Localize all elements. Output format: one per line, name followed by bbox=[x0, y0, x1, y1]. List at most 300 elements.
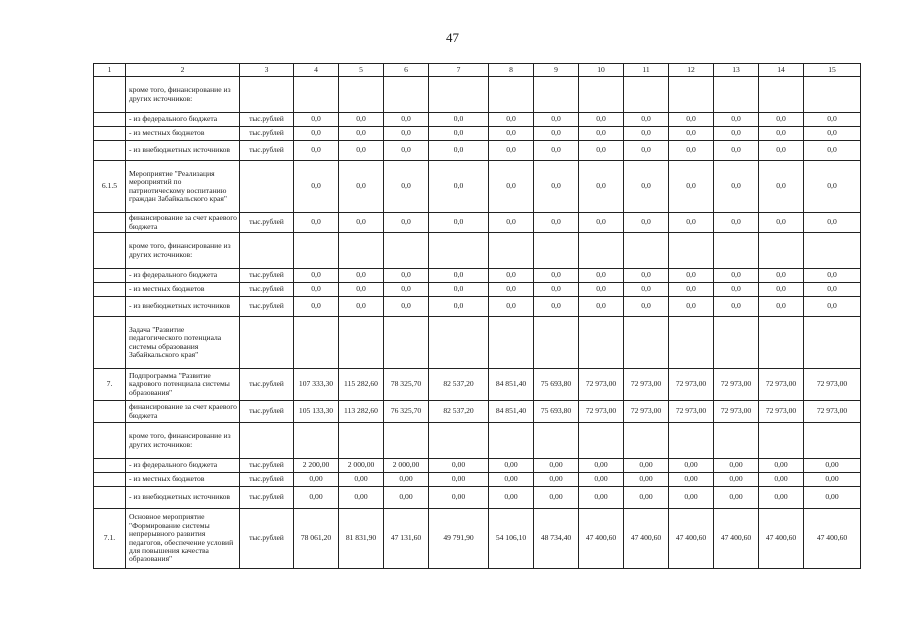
value-cell: 0,0 bbox=[804, 283, 861, 297]
value-cell: 0,0 bbox=[339, 297, 384, 317]
value-cell: 72 973,00 bbox=[579, 401, 624, 423]
row-unit: тыс.рублей bbox=[240, 369, 294, 401]
value-cell: 0,0 bbox=[339, 127, 384, 141]
value-cell: 0,00 bbox=[429, 473, 489, 487]
value-cell bbox=[759, 77, 804, 113]
value-cell: 0,0 bbox=[489, 113, 534, 127]
value-cell: 0,0 bbox=[489, 283, 534, 297]
value-cell: 0,00 bbox=[339, 473, 384, 487]
row-unit: тыс.рублей bbox=[240, 473, 294, 487]
value-cell: 0,0 bbox=[759, 297, 804, 317]
value-cell: 0,0 bbox=[384, 283, 429, 297]
value-cell: 115 282,60 bbox=[339, 369, 384, 401]
value-cell: 0,00 bbox=[804, 473, 861, 487]
row-name: финансирование за счет краевого бюджета bbox=[126, 213, 240, 233]
table-row bbox=[94, 297, 861, 317]
value-cell: 107 333,30 bbox=[294, 369, 339, 401]
value-cell: 0,0 bbox=[669, 297, 714, 317]
value-cell: 0,0 bbox=[294, 269, 339, 283]
value-cell: 0,0 bbox=[294, 297, 339, 317]
row-unit: тыс.рублей bbox=[240, 283, 294, 297]
row-number bbox=[94, 473, 126, 487]
header-row bbox=[94, 64, 861, 77]
table-row bbox=[94, 213, 861, 233]
value-cell bbox=[294, 423, 339, 459]
row-unit bbox=[240, 317, 294, 369]
value-cell bbox=[759, 233, 804, 269]
value-cell: 0,00 bbox=[579, 487, 624, 509]
value-cell bbox=[489, 423, 534, 459]
value-cell bbox=[579, 423, 624, 459]
value-cell: 0,0 bbox=[804, 297, 861, 317]
value-cell: 47 400,60 bbox=[669, 509, 714, 569]
value-cell: 0,0 bbox=[489, 213, 534, 233]
value-cell: 0,0 bbox=[534, 269, 579, 283]
value-cell: 0,0 bbox=[804, 161, 861, 213]
column-header: 7 bbox=[429, 64, 489, 77]
value-cell bbox=[294, 77, 339, 113]
value-cell: 0,00 bbox=[339, 487, 384, 509]
value-cell bbox=[669, 317, 714, 369]
value-cell: 0,0 bbox=[339, 213, 384, 233]
column-header: 11 bbox=[624, 64, 669, 77]
row-number bbox=[94, 113, 126, 127]
row-unit: тыс.рублей bbox=[240, 113, 294, 127]
value-cell: 0,0 bbox=[294, 161, 339, 213]
value-cell bbox=[294, 317, 339, 369]
value-cell: 0,0 bbox=[579, 297, 624, 317]
row-unit: тыс.рублей bbox=[240, 269, 294, 283]
value-cell: 0,0 bbox=[579, 161, 624, 213]
row-unit: тыс.рублей bbox=[240, 459, 294, 473]
column-header: 5 bbox=[339, 64, 384, 77]
value-cell bbox=[624, 423, 669, 459]
column-header: 15 bbox=[804, 64, 861, 77]
row-number bbox=[94, 233, 126, 269]
value-cell: 0,00 bbox=[624, 487, 669, 509]
table-row bbox=[94, 77, 861, 113]
row-name: - из внебюджетных источников bbox=[126, 141, 240, 161]
table-row bbox=[94, 161, 861, 213]
value-cell: 0,00 bbox=[429, 487, 489, 509]
value-cell bbox=[669, 233, 714, 269]
table-row bbox=[94, 127, 861, 141]
value-cell: 2 000,00 bbox=[339, 459, 384, 473]
value-cell bbox=[714, 317, 759, 369]
value-cell bbox=[804, 317, 861, 369]
value-cell: 75 693,80 bbox=[534, 401, 579, 423]
table-row bbox=[94, 369, 861, 401]
value-cell bbox=[759, 423, 804, 459]
value-cell: 0,0 bbox=[534, 127, 579, 141]
value-cell: 0,0 bbox=[339, 141, 384, 161]
value-cell: 0,0 bbox=[339, 161, 384, 213]
value-cell: 0,0 bbox=[339, 269, 384, 283]
value-cell: 0,0 bbox=[294, 213, 339, 233]
value-cell: 0,0 bbox=[489, 297, 534, 317]
value-cell bbox=[624, 317, 669, 369]
value-cell bbox=[534, 77, 579, 113]
row-number bbox=[94, 77, 126, 113]
value-cell bbox=[714, 233, 759, 269]
value-cell: 0,0 bbox=[579, 269, 624, 283]
row-number bbox=[94, 213, 126, 233]
row-name: - из местных бюджетов bbox=[126, 473, 240, 487]
row-number bbox=[94, 401, 126, 423]
value-cell: 0,0 bbox=[804, 269, 861, 283]
value-cell: 0,0 bbox=[534, 213, 579, 233]
value-cell: 0,0 bbox=[669, 161, 714, 213]
row-number bbox=[94, 459, 126, 473]
value-cell: 0,0 bbox=[429, 161, 489, 213]
row-unit bbox=[240, 161, 294, 213]
value-cell: 0,0 bbox=[384, 161, 429, 213]
value-cell: 0,00 bbox=[714, 487, 759, 509]
value-cell: 0,0 bbox=[534, 113, 579, 127]
value-cell bbox=[429, 77, 489, 113]
value-cell: 0,0 bbox=[804, 141, 861, 161]
value-cell: 0,00 bbox=[669, 459, 714, 473]
value-cell: 0,00 bbox=[804, 459, 861, 473]
value-cell bbox=[429, 233, 489, 269]
row-name: - из федерального бюджета bbox=[126, 113, 240, 127]
table-row bbox=[94, 487, 861, 509]
value-cell: 0,00 bbox=[294, 487, 339, 509]
value-cell: 0,00 bbox=[384, 473, 429, 487]
value-cell bbox=[714, 423, 759, 459]
value-cell: 0,0 bbox=[579, 113, 624, 127]
value-cell: 0,0 bbox=[339, 113, 384, 127]
value-cell: 47 400,60 bbox=[624, 509, 669, 569]
row-number: 7.1. bbox=[94, 509, 126, 569]
value-cell: 78 325,70 bbox=[384, 369, 429, 401]
value-cell bbox=[339, 423, 384, 459]
table-row bbox=[94, 233, 861, 269]
value-cell: 0,0 bbox=[714, 269, 759, 283]
value-cell bbox=[384, 423, 429, 459]
value-cell: 0,00 bbox=[759, 459, 804, 473]
column-header: 8 bbox=[489, 64, 534, 77]
value-cell: 0,0 bbox=[489, 161, 534, 213]
table-row bbox=[94, 113, 861, 127]
value-cell: 72 973,00 bbox=[624, 369, 669, 401]
row-unit bbox=[240, 423, 294, 459]
value-cell: 113 282,60 bbox=[339, 401, 384, 423]
value-cell bbox=[579, 233, 624, 269]
value-cell bbox=[294, 233, 339, 269]
value-cell bbox=[339, 77, 384, 113]
value-cell: 0,0 bbox=[489, 141, 534, 161]
value-cell: 2 200,00 bbox=[294, 459, 339, 473]
column-header: 10 bbox=[579, 64, 624, 77]
value-cell bbox=[804, 233, 861, 269]
value-cell bbox=[534, 317, 579, 369]
value-cell bbox=[489, 77, 534, 113]
value-cell: 0,00 bbox=[429, 459, 489, 473]
value-cell bbox=[714, 77, 759, 113]
table-row bbox=[94, 509, 861, 569]
value-cell: 0,0 bbox=[759, 113, 804, 127]
value-cell bbox=[579, 77, 624, 113]
value-cell: 0,00 bbox=[624, 473, 669, 487]
value-cell bbox=[429, 317, 489, 369]
row-name: - из местных бюджетов bbox=[126, 127, 240, 141]
value-cell bbox=[384, 317, 429, 369]
value-cell: 0,0 bbox=[579, 283, 624, 297]
value-cell: 0,0 bbox=[714, 213, 759, 233]
value-cell: 0,00 bbox=[534, 473, 579, 487]
row-number bbox=[94, 317, 126, 369]
value-cell: 0,00 bbox=[759, 473, 804, 487]
value-cell: 72 973,00 bbox=[804, 369, 861, 401]
row-number bbox=[94, 141, 126, 161]
row-name: - из местных бюджетов bbox=[126, 283, 240, 297]
row-name: Подпрограмма "Развитие кадрового потенциала системы образования" bbox=[126, 369, 240, 401]
column-header: 13 bbox=[714, 64, 759, 77]
value-cell: 0,00 bbox=[294, 473, 339, 487]
row-name: кроме того, финансирование из других источников: bbox=[126, 77, 240, 113]
column-header: 12 bbox=[669, 64, 714, 77]
value-cell bbox=[579, 317, 624, 369]
value-cell: 0,0 bbox=[429, 297, 489, 317]
value-cell: 0,0 bbox=[669, 269, 714, 283]
value-cell: 72 973,00 bbox=[759, 369, 804, 401]
row-number bbox=[94, 297, 126, 317]
value-cell: 75 693,80 bbox=[534, 369, 579, 401]
value-cell: 0,0 bbox=[669, 283, 714, 297]
column-header: 1 bbox=[94, 64, 126, 77]
value-cell: 49 791,90 bbox=[429, 509, 489, 569]
value-cell: 82 537,20 bbox=[429, 369, 489, 401]
value-cell: 0,0 bbox=[429, 127, 489, 141]
value-cell: 47 400,60 bbox=[579, 509, 624, 569]
value-cell: 0,0 bbox=[624, 141, 669, 161]
row-number bbox=[94, 269, 126, 283]
value-cell bbox=[339, 233, 384, 269]
value-cell: 47 400,60 bbox=[804, 509, 861, 569]
value-cell: 76 325,70 bbox=[384, 401, 429, 423]
value-cell: 0,00 bbox=[759, 487, 804, 509]
value-cell bbox=[339, 317, 384, 369]
row-number bbox=[94, 423, 126, 459]
value-cell: 84 851,40 bbox=[489, 401, 534, 423]
table-row bbox=[94, 401, 861, 423]
table-row bbox=[94, 141, 861, 161]
value-cell: 0,0 bbox=[759, 283, 804, 297]
value-cell bbox=[804, 77, 861, 113]
value-cell: 0,0 bbox=[714, 283, 759, 297]
row-name: кроме того, финансирование из других источников: bbox=[126, 423, 240, 459]
row-name: - из внебюджетных источников bbox=[126, 297, 240, 317]
column-header: 6 bbox=[384, 64, 429, 77]
value-cell: 0,0 bbox=[534, 297, 579, 317]
table-row bbox=[94, 459, 861, 473]
row-name: - из внебюджетных источников bbox=[126, 487, 240, 509]
value-cell: 72 973,00 bbox=[759, 401, 804, 423]
value-cell: 72 973,00 bbox=[624, 401, 669, 423]
column-header: 2 bbox=[126, 64, 240, 77]
value-cell: 0,0 bbox=[384, 269, 429, 283]
value-cell: 0,00 bbox=[714, 459, 759, 473]
value-cell: 0,0 bbox=[489, 269, 534, 283]
value-cell bbox=[534, 233, 579, 269]
value-cell: 0,00 bbox=[579, 473, 624, 487]
value-cell bbox=[429, 423, 489, 459]
value-cell: 72 973,00 bbox=[714, 369, 759, 401]
value-cell: 0,0 bbox=[294, 283, 339, 297]
value-cell: 0,0 bbox=[429, 269, 489, 283]
value-cell: 0,0 bbox=[579, 213, 624, 233]
value-cell: 0,0 bbox=[624, 269, 669, 283]
value-cell: 0,00 bbox=[624, 459, 669, 473]
row-name: Основное мероприятие "Формирование системы непрерывного развития педагогов, обеспечение условий для повышения качества образования" bbox=[126, 509, 240, 569]
value-cell: 0,0 bbox=[624, 113, 669, 127]
value-cell bbox=[669, 423, 714, 459]
value-cell bbox=[759, 317, 804, 369]
value-cell: 0,0 bbox=[759, 141, 804, 161]
value-cell: 81 831,90 bbox=[339, 509, 384, 569]
value-cell: 0,00 bbox=[384, 487, 429, 509]
table-row bbox=[94, 423, 861, 459]
value-cell: 0,00 bbox=[579, 459, 624, 473]
value-cell: 0,00 bbox=[669, 473, 714, 487]
value-cell: 0,0 bbox=[384, 127, 429, 141]
value-cell: 72 973,00 bbox=[579, 369, 624, 401]
value-cell: 0,0 bbox=[429, 213, 489, 233]
value-cell: 0,0 bbox=[714, 297, 759, 317]
value-cell: 0,0 bbox=[714, 113, 759, 127]
value-cell: 47 400,60 bbox=[759, 509, 804, 569]
value-cell bbox=[384, 77, 429, 113]
value-cell: 72 973,00 bbox=[804, 401, 861, 423]
row-name: - из федерального бюджета bbox=[126, 269, 240, 283]
value-cell: 0,0 bbox=[624, 283, 669, 297]
column-header: 14 bbox=[759, 64, 804, 77]
value-cell: 0,0 bbox=[384, 297, 429, 317]
value-cell: 0,0 bbox=[669, 113, 714, 127]
table-row bbox=[94, 283, 861, 297]
value-cell: 0,00 bbox=[534, 459, 579, 473]
value-cell: 0,0 bbox=[759, 161, 804, 213]
value-cell bbox=[489, 233, 534, 269]
value-cell: 0,0 bbox=[489, 127, 534, 141]
value-cell: 82 537,20 bbox=[429, 401, 489, 423]
column-header: 3 bbox=[240, 64, 294, 77]
value-cell bbox=[624, 233, 669, 269]
value-cell: 0,0 bbox=[759, 269, 804, 283]
value-cell: 0,0 bbox=[714, 127, 759, 141]
row-name: Задача "Развитие педагогического потенциала системы образования Забайкальского края" bbox=[126, 317, 240, 369]
value-cell: 0,00 bbox=[714, 473, 759, 487]
value-cell: 0,0 bbox=[429, 141, 489, 161]
value-cell: 0,0 bbox=[669, 141, 714, 161]
value-cell: 0,00 bbox=[489, 487, 534, 509]
table-row bbox=[94, 317, 861, 369]
value-cell: 0,0 bbox=[534, 161, 579, 213]
value-cell bbox=[804, 423, 861, 459]
value-cell bbox=[489, 317, 534, 369]
value-cell: 0,0 bbox=[384, 141, 429, 161]
row-name: Мероприятие "Реализация мероприятий по патриотическому воспитанию граждан Забайкальского края" bbox=[126, 161, 240, 213]
table-row bbox=[94, 269, 861, 283]
value-cell: 48 734,40 bbox=[534, 509, 579, 569]
value-cell: 0,0 bbox=[294, 127, 339, 141]
row-unit: тыс.рублей bbox=[240, 401, 294, 423]
value-cell: 0,0 bbox=[534, 141, 579, 161]
row-number bbox=[94, 283, 126, 297]
row-name: - из федерального бюджета bbox=[126, 459, 240, 473]
value-cell: 0,0 bbox=[294, 141, 339, 161]
row-unit: тыс.рублей bbox=[240, 509, 294, 569]
value-cell: 0,0 bbox=[804, 113, 861, 127]
value-cell: 84 851,40 bbox=[489, 369, 534, 401]
row-number bbox=[94, 127, 126, 141]
value-cell: 0,0 bbox=[429, 283, 489, 297]
column-header: 4 bbox=[294, 64, 339, 77]
value-cell: 0,0 bbox=[429, 113, 489, 127]
column-header: 9 bbox=[534, 64, 579, 77]
value-cell: 0,0 bbox=[384, 213, 429, 233]
value-cell: 47 400,60 bbox=[714, 509, 759, 569]
row-number: 6.1.5 bbox=[94, 161, 126, 213]
value-cell: 0,0 bbox=[714, 141, 759, 161]
value-cell: 0,0 bbox=[804, 213, 861, 233]
value-cell: 0,0 bbox=[714, 161, 759, 213]
row-unit: тыс.рублей bbox=[240, 487, 294, 509]
budget-table bbox=[93, 63, 861, 569]
value-cell: 72 973,00 bbox=[669, 401, 714, 423]
table-row bbox=[94, 473, 861, 487]
value-cell: 0,00 bbox=[669, 487, 714, 509]
value-cell bbox=[384, 233, 429, 269]
row-name: финансирование за счет краевого бюджета bbox=[126, 401, 240, 423]
value-cell: 47 131,60 bbox=[384, 509, 429, 569]
row-unit: тыс.рублей bbox=[240, 141, 294, 161]
value-cell bbox=[624, 77, 669, 113]
value-cell: 0,0 bbox=[669, 127, 714, 141]
row-unit: тыс.рублей bbox=[240, 127, 294, 141]
value-cell: 0,00 bbox=[489, 473, 534, 487]
value-cell: 72 973,00 bbox=[714, 401, 759, 423]
value-cell: 78 061,20 bbox=[294, 509, 339, 569]
value-cell: 54 106,10 bbox=[489, 509, 534, 569]
value-cell: 0,0 bbox=[339, 283, 384, 297]
value-cell: 0,0 bbox=[624, 213, 669, 233]
value-cell: 0,0 bbox=[624, 127, 669, 141]
value-cell: 0,0 bbox=[534, 283, 579, 297]
value-cell: 0,0 bbox=[579, 141, 624, 161]
value-cell: 0,0 bbox=[384, 113, 429, 127]
value-cell: 0,0 bbox=[624, 161, 669, 213]
value-cell: 0,00 bbox=[804, 487, 861, 509]
value-cell: 0,00 bbox=[534, 487, 579, 509]
value-cell: 72 973,00 bbox=[669, 369, 714, 401]
row-unit bbox=[240, 233, 294, 269]
row-unit: тыс.рублей bbox=[240, 297, 294, 317]
page-number: 47 bbox=[446, 30, 459, 45]
row-number: 7. bbox=[94, 369, 126, 401]
value-cell: 0,0 bbox=[624, 297, 669, 317]
value-cell: 0,0 bbox=[759, 127, 804, 141]
value-cell: 0,00 bbox=[489, 459, 534, 473]
row-unit bbox=[240, 77, 294, 113]
row-unit: тыс.рублей bbox=[240, 213, 294, 233]
row-number bbox=[94, 487, 126, 509]
value-cell: 0,0 bbox=[579, 127, 624, 141]
value-cell bbox=[534, 423, 579, 459]
row-name: кроме того, финансирование из других источников: bbox=[126, 233, 240, 269]
value-cell: 0,0 bbox=[759, 213, 804, 233]
